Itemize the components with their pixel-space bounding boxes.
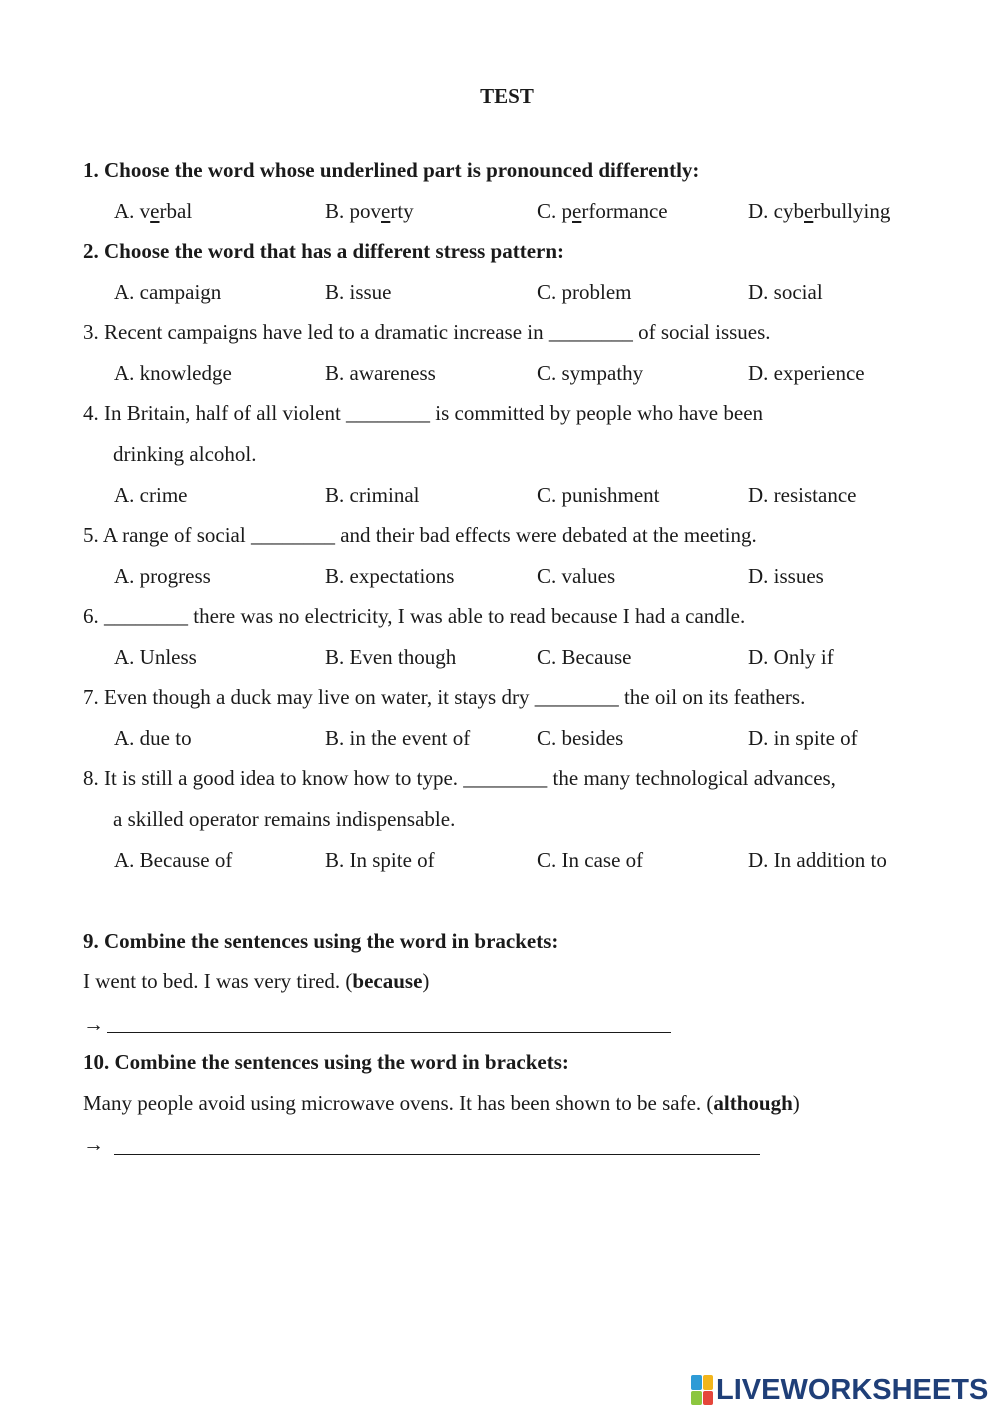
q7-option-d[interactable]: D. in spite of [748,726,858,750]
q8-option-c[interactable]: C. In case of [537,848,644,872]
question-3-prompt: 3. Recent campaigns have led to a dramatic increase in ________ of social issues. [83,320,771,344]
answer-input-9[interactable] [107,1032,671,1033]
q6-option-c[interactable]: C. Because [537,645,632,669]
logo-text: LIVEWORKSHEETS [716,1373,989,1406]
question-4-prompt-continued: drinking alcohol. [113,442,257,466]
q1-option-c[interactable]: C. performance [537,199,668,223]
q7-option-c[interactable]: C. besides [537,726,624,750]
question-9-sentence: I went to bed. I was very tired. (because) [83,969,430,993]
q3-option-c[interactable]: C. sympathy [537,361,644,385]
q5-option-c[interactable]: C. values [537,564,616,588]
question-8-prompt-continued: a skilled operator remains indispensable. [113,807,456,831]
question-5-prompt: 5. A range of social ________ and their bad effects were debated at the meeting. [83,523,757,547]
q7-option-a[interactable]: A. due to [114,726,192,750]
q2-option-c[interactable]: C. problem [537,280,632,304]
q4-option-b[interactable]: B. criminal [325,483,420,507]
question-10-sentence: Many people avoid using microwave ovens. It has been shown to be safe. (although) [83,1091,800,1115]
q5-option-a[interactable]: A. progress [114,564,211,588]
question-9-prompt: 9. Combine the sentences using the word in brackets: [83,929,559,953]
q8-option-a[interactable]: A. Because of [114,848,233,872]
q7-option-b[interactable]: B. in the event of [325,726,471,750]
q6-option-a[interactable]: A. Unless [114,645,197,669]
q8-option-d[interactable]: D. In addition to [748,848,887,872]
q2-option-d[interactable]: D. social [748,280,823,304]
question-2-prompt: 2. Choose the word that has a different stress pattern: [83,239,565,263]
q4-option-d[interactable]: D. resistance [748,483,857,507]
q6-option-d[interactable]: D. Only if [748,645,834,669]
question-6-prompt: 6. ________ there was no electricity, I was able to read because I had a candle. [83,604,746,628]
answer-input-10[interactable] [114,1154,760,1155]
q2-option-a[interactable]: A. campaign [114,280,222,304]
question-1-prompt: 1. Choose the word whose underlined part is pronounced differently: [83,158,700,182]
q4-option-a[interactable]: A. crime [114,483,188,507]
question-10-prompt: 10. Combine the sentences using the word in brackets: [83,1050,569,1074]
liveworksheets-logo [691,1373,988,1407]
q2-option-b[interactable]: B. issue [325,280,392,304]
q3-option-d[interactable]: D. experience [748,361,865,385]
q5-option-d[interactable]: D. issues [748,564,824,588]
q1-option-b[interactable]: B. poverty [325,199,414,223]
logo-mark-icon [691,1375,713,1405]
q1-option-d[interactable]: D. cyberbullying [748,199,891,223]
q8-option-b[interactable]: B. In spite of [325,848,435,872]
question-4-prompt: 4. In Britain, half of all violent ________ is committed by people who have been [83,401,764,425]
q6-option-b[interactable]: B. Even though [325,645,457,669]
question-8-prompt: 8. It is still a good idea to know how to type. ________ the many technological advances, [83,766,836,790]
q1-option-a[interactable]: A. verbal [114,199,193,223]
arrow-icon: → [83,1132,104,1156]
q3-option-a[interactable]: A. knowledge [114,361,232,385]
q4-option-c[interactable]: C. punishment [537,483,660,507]
arrow-icon: → [83,1012,104,1036]
page-title: TEST [480,84,534,108]
q5-option-b[interactable]: B. expectations [325,564,455,588]
question-7-prompt: 7. Even though a duck may live on water, it stays dry ________ the oil on its feathers. [83,685,806,709]
q3-option-b[interactable]: B. awareness [325,361,436,385]
